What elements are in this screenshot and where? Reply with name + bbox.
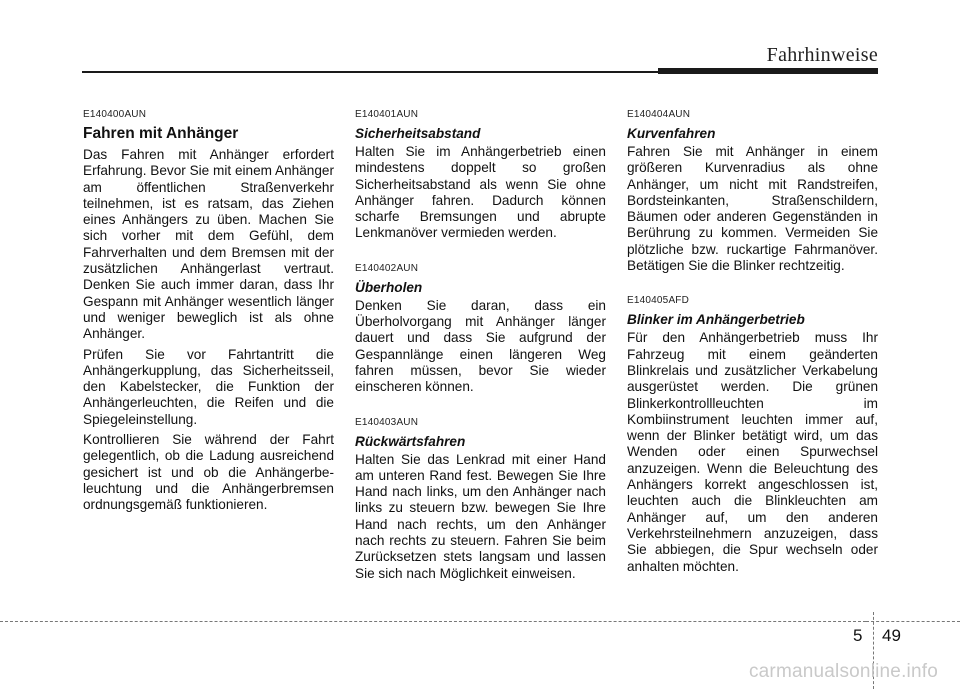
column-3 — [627, 109, 878, 579]
chapter-number: 5 — [853, 626, 863, 645]
section-ueberholen — [355, 263, 606, 396]
section-code: E140400AUN — [83, 109, 147, 120]
section-sicherheitsabstand — [355, 109, 606, 242]
section-blinker — [627, 295, 878, 574]
header-rule-accent — [658, 68, 878, 74]
paragraph: Das Fahren mit Anhänger erfordert Erfahrung. Bevor Sie mit einem Anhänger am öffentlichen Straßenverkehr teilnehmen, ist es ratsam, das Ziehen eines Anhängers zu üben. Machen Sie sich vorher mit dem Gefühl, dem Fahrverhalten und dem Bremsen mit der zusätzlichen Anhängerlast vertraut. Denken Sie auch immer daran, dass Ihr Gespann mit Anhänger wesentlich länger und weniger beweglich ist als ohne Anhänger. — [83, 147, 334, 342]
header-rule — [82, 71, 660, 73]
sub-heading: Kurvenfahren — [627, 126, 716, 141]
sub-heading: Rückwärtsfahren — [355, 433, 466, 449]
spacer — [627, 278, 878, 295]
paragraph: Halten Sie im Anhängerbetrieb einen mindestens doppelt so großen Sicherheitsabstand als wenn Sie ohne Anhänger fahren. Dadurch können scharfe Bremsungen und abrupte Lenkmanöver vermieden werden. — [355, 144, 606, 241]
section-code: E140403AUN — [355, 416, 419, 428]
paragraph: Fahren Sie mit Anhänger in einem größeren Kurvenradius als ohne Anhänger, um nicht mit Randstreifen, Bordsteinkanten, Straßenschildern, Bäumen oder anderen Gegenständen in Berührung zu kommen. Vermeiden Sie plötzliche bzw. ruckartige Fahrmanöver. Betätigen Sie die Blinker rechtzeitig. — [627, 144, 878, 274]
section-code: E140405AFD — [627, 295, 690, 307]
page-number: 49 — [882, 626, 901, 645]
column-2 — [355, 109, 606, 586]
footer-rule-right — [866, 621, 960, 622]
section-code: E140404AUN — [627, 109, 691, 120]
sub-heading: Blinker im Anhängerbetrieb — [627, 312, 805, 328]
watermark: carmanualsonline.info — [748, 661, 938, 682]
sub-heading: Überholen — [355, 279, 423, 295]
paragraph: Für den Anhängerbetrieb muss Ihr Fahrzeug mit einem geänderten Blinkrelais und zusätzlicher Verkabelung ausgerüstet werden. Die grünen Blinkerkontrollleuchten im Kombiinstrument leuchten immer auf, wenn der Blinker betätigt wird, um das Wenden oder einen Spurwechsel anzuzeigen. Wenn die Beleuchtung des Anhängers korrekt angeschlossen ist, leuchten auch die Blinkleuchten am Anhänger auf, um den anderen Verkehrsteilnehmern anzuzeigen, dass Sie abbiegen, die Spur wechseln oder anhalten möchten. — [627, 330, 878, 574]
spacer — [355, 400, 606, 417]
section-code: E140401AUN — [355, 109, 419, 120]
section-title: Fahrhinweise — [766, 44, 878, 66]
section-kurvenfahren — [627, 109, 878, 274]
column-1 — [83, 109, 334, 518]
main-heading: Fahren mit Anhänger — [83, 125, 239, 142]
paragraph: Halten Sie das Lenkrad mit einer Hand am unteren Rand fest. Bewegen Sie Ihre Hand nach links, um den Anhänger nach links zu steuern bzw. bewegen Sie Ihre Hand nach rechts, um den Anhänger nach rechts zu steuern. Fahren Sie beim Zurücksetzen stets langsam und lassen Sie sich nach Möglichkeit einweisen. — [355, 451, 606, 581]
section-code: E140402AUN — [355, 262, 419, 274]
paragraph: Kontrollieren Sie während der Fahrt gelegentlich, ob die Ladung ausreichend gesichert ist und ob die Anhängerbe-leuchtung und die Anhängerbremsen ordnungsgemäß funktionieren. — [83, 432, 334, 513]
section-rueckwaertsfahren — [355, 417, 606, 582]
footer-rule — [0, 621, 866, 622]
spacer — [355, 246, 606, 263]
paragraph: Prüfen Sie vor Fahrtantritt die Anhängerkupplung, das Sicherheitsseil, den Kabelstecker, die Funktion der Anhängerleuchten, die Reifen und die Spiegeleinstellung. — [83, 346, 334, 427]
sub-heading: Sicherheitsabstand — [355, 126, 481, 141]
paragraph: Denken Sie daran, dass ein Überholvorgang mit Anhänger länger dauert und dass Sie aufgrund der Gespannlänge einen längeren Weg fahren müssen, bevor Sie wieder einscheren können. — [355, 297, 606, 395]
